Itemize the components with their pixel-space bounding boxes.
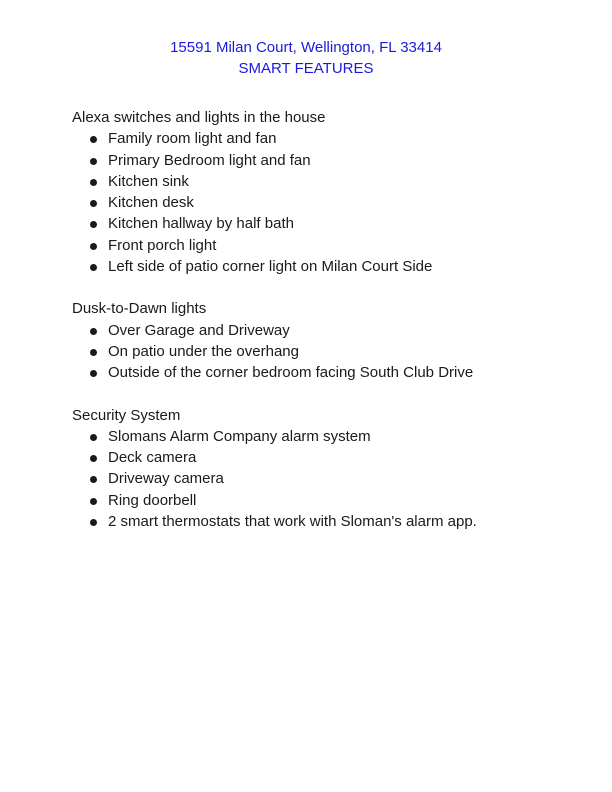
bullet-icon [90, 370, 97, 377]
bullet-icon [90, 498, 97, 505]
section-title: Alexa switches and lights in the house [72, 109, 326, 126]
document-title: SMART FEATURES [238, 60, 374, 77]
list-item: Outside of the corner bedroom facing South Club Drive [72, 362, 552, 383]
bullet-icon [90, 243, 97, 250]
list-item: Driveway camera [72, 468, 552, 489]
property-address: 15591 Milan Court, Wellington, FL 33414 [170, 39, 442, 56]
list-item: Slomans Alarm Company alarm system [72, 426, 552, 447]
bullet-icon [90, 434, 97, 441]
section-dusk-to-dawn [72, 298, 552, 383]
list-item: Kitchen hallway by half bath [72, 213, 552, 234]
list-item: 2 smart thermostats that work with Sloman's alarm app. [72, 511, 552, 532]
list-item: On patio under the overhang [72, 341, 552, 362]
section-alexa [72, 107, 552, 277]
list-item: Left side of patio corner light on Milan Court Side [72, 256, 552, 277]
bullet-icon [90, 200, 97, 207]
bullet-icon [90, 136, 97, 143]
document-header [0, 37, 612, 79]
bullet-icon [90, 158, 97, 165]
section-security [72, 405, 552, 533]
bullet-list [72, 426, 552, 532]
list-item: Over Garage and Driveway [72, 320, 552, 341]
section-title: Dusk-to-Dawn lights [72, 300, 207, 318]
list-item: Front porch light [72, 235, 552, 256]
list-item: Ring doorbell [72, 490, 552, 511]
bullet-list [72, 320, 552, 384]
list-item: Kitchen desk [72, 192, 552, 213]
bullet-icon [90, 264, 97, 271]
bullet-icon [90, 328, 97, 335]
bullet-list [72, 128, 552, 277]
bullet-icon [90, 476, 97, 483]
list-item: Family room light and fan [72, 128, 552, 149]
bullet-icon [90, 349, 97, 356]
document-body [72, 107, 552, 553]
list-item: Primary Bedroom light and fan [72, 150, 552, 171]
bullet-icon [90, 221, 97, 228]
bullet-icon [90, 519, 97, 526]
section-title: Security System [72, 406, 181, 424]
list-item: Deck camera [72, 447, 552, 468]
bullet-icon [90, 455, 97, 462]
bullet-icon [90, 179, 97, 186]
list-item: Kitchen sink [72, 171, 552, 192]
